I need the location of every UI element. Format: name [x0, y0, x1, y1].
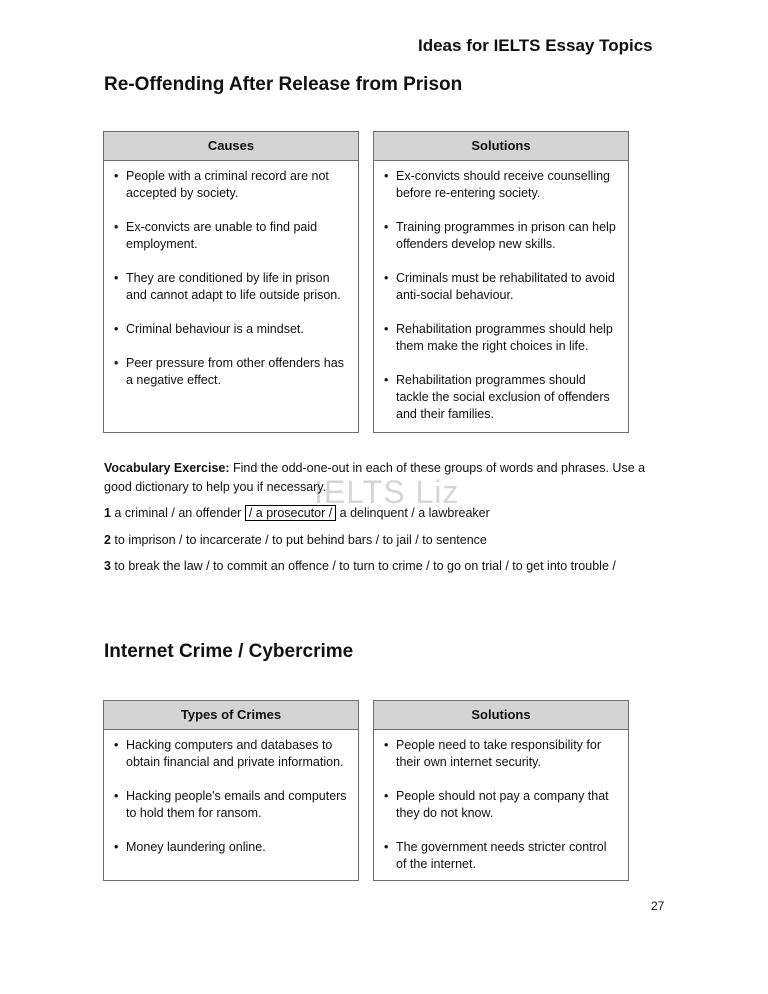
types-list [104, 730, 358, 856]
list-item: • People with a criminal record are not accepted by society. [114, 168, 350, 202]
solutions-list [374, 161, 628, 423]
question-text: a delinquent / a lawbreaker [336, 506, 490, 520]
list-item: • Ex-convicts should receive counselling before re-entering society. [384, 168, 620, 202]
list-item: • Rehabilitation programmes should help them make the right choices in life. [384, 321, 620, 355]
list-item: • Rehabilitation programmes should tackle the social exclusion of offenders and their families. [384, 372, 620, 423]
page-number: 27 [651, 899, 665, 913]
vocabulary-question-1 [104, 506, 490, 520]
list-item: • Money laundering online. [114, 839, 350, 856]
types-of-crimes-box [103, 700, 359, 881]
vocabulary-instruction-text: Find the odd-one-out in each of these groups of words and phrases. Use a good dictionary to help you if necessary. [104, 461, 646, 494]
list-item: • People need to take responsibility for their own internet security. [384, 737, 620, 771]
list-item: • Hacking computers and databases to obtain financial and private information. [114, 737, 350, 771]
question-number: 2 [104, 533, 111, 547]
solutions-list [374, 730, 628, 873]
solutions-heading: Solutions [374, 701, 628, 730]
vocabulary-question-3 [104, 559, 616, 573]
watermark-text: IELTS Liz [314, 474, 460, 510]
question-number: 3 [104, 559, 111, 573]
vocabulary-instruction [104, 459, 664, 497]
list-item: • The government needs stricter control of the internet. [384, 839, 620, 873]
solutions-heading: Solutions [374, 132, 628, 161]
section-title-cybercrime: Internet Crime / Cybercrime [104, 641, 354, 662]
list-item: • People should not pay a company that they do not know. [384, 788, 620, 822]
list-item: • Criminals must be rehabilitated to avoid anti-social behaviour. [384, 270, 620, 304]
causes-box [103, 131, 359, 433]
list-item: • Ex-convicts are unable to find paid employment. [114, 219, 350, 253]
marked-answer-box: / a prosecutor / [245, 505, 336, 521]
list-item: • Hacking people's emails and computers to hold them for ransom. [114, 788, 350, 822]
list-item: • Training programmes in prison can help offenders develop new skills. [384, 219, 620, 253]
vocabulary-question-2 [104, 533, 487, 547]
question-text: to break the law / to commit an offence / to turn to crime / to go on trial / to get into trouble / [110, 559, 616, 573]
causes-heading: Causes [104, 132, 358, 161]
list-item: • They are conditioned by life in prison and cannot adapt to life outside prison. [114, 270, 350, 304]
list-item: • Peer pressure from other offenders has a negative effect. [114, 355, 350, 389]
solutions-box-reoffending [373, 131, 629, 433]
causes-list [104, 161, 358, 389]
solutions-box-cybercrime [373, 700, 629, 881]
section-title-reoffending: Re-Offending After Release from Prison [104, 74, 463, 95]
question-text: to imprison / to incarcerate / to put behind bars / to jail / to sentence [110, 533, 487, 547]
question-text: a criminal / an offender [110, 506, 245, 520]
question-number: 1 [104, 506, 111, 520]
list-item: • Criminal behaviour is a mindset. [114, 321, 350, 338]
vocabulary-label: Vocabulary Exercise: [104, 461, 230, 475]
types-heading: Types of Crimes [104, 701, 358, 730]
document-header-title: Ideas for IELTS Essay Topics [418, 36, 653, 55]
